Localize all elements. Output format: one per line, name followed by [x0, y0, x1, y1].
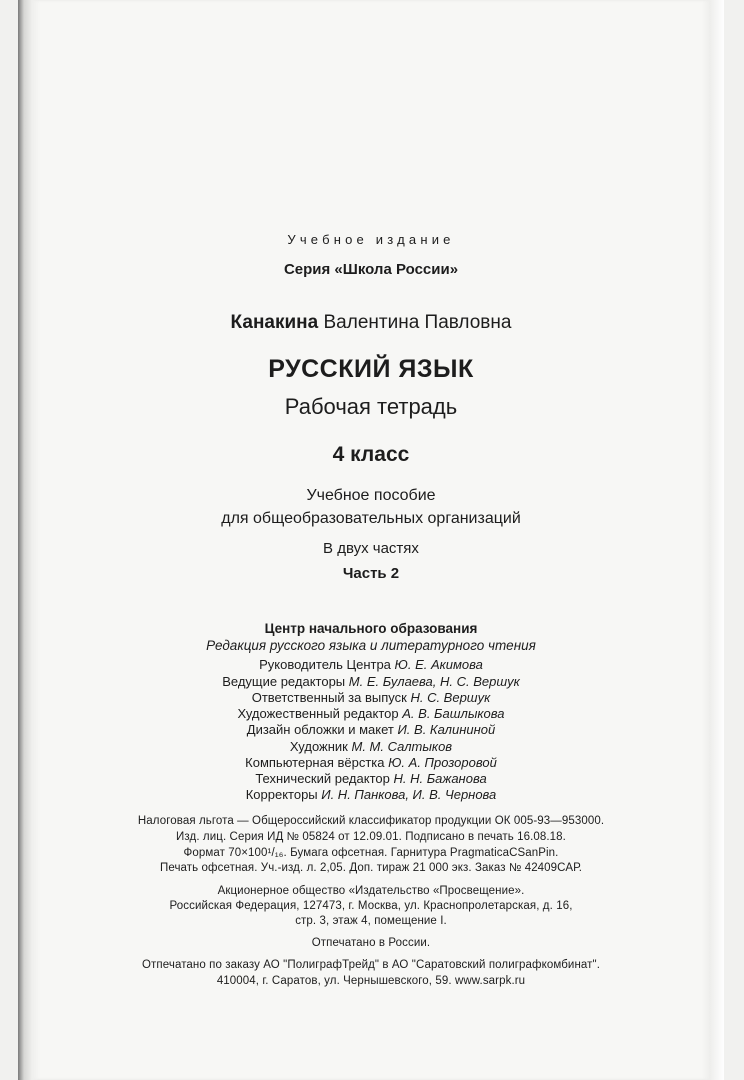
staff-line: [18, 755, 724, 770]
staff-role: Руководитель Центра: [259, 657, 391, 672]
author-name: Валентина Павловна: [323, 312, 512, 333]
staff-role: Ведущие редакторы: [222, 674, 346, 689]
staff-role: Художник: [289, 739, 348, 754]
publisher-line: Российская Федерация, 127473, г. Москва, ул. Краснопролетарская, д. 16,: [169, 900, 573, 912]
editorial-office: Редакция русского языка и литературного чтения: [206, 638, 536, 653]
staff-role: Компьютерная вёрстка: [245, 755, 385, 770]
staff-line: [18, 739, 724, 754]
title-page-content: [18, 0, 724, 1080]
staff-names: Ю. А. Прозоровой: [388, 755, 497, 770]
staff-names: И. Н. Панкова, И. В. Чернова: [321, 787, 497, 802]
imprint-line: Налоговая льгота — Общероссийский классификатор продукции ОК 005-93—953000.: [137, 815, 605, 827]
staff-role: Художественный редактор: [237, 706, 399, 721]
printer-line: Отпечатано по заказу АО "ПолиграфТрейд" в АО "Саратовский полиграфкомбинат".: [142, 959, 600, 971]
purpose-line-2: для общеобразовательных организаций: [221, 510, 521, 527]
staff-line: [18, 657, 724, 672]
staff-role: Ответственный за выпуск: [251, 690, 407, 705]
author-surname: Канакина: [230, 312, 319, 333]
staff-names: А. В. Башлыкова: [402, 706, 505, 721]
publisher-line: Акционерное общество «Издательство «Просвещение».: [217, 885, 525, 897]
staff-names: Ю. Е. Акимова: [394, 657, 483, 672]
staff-names: Н. Н. Бажанова: [393, 771, 487, 786]
staff-line: [18, 722, 724, 737]
staff-role: Корректоры: [245, 787, 318, 802]
author: [18, 312, 724, 334]
center-name: Центр начального образования: [264, 621, 478, 636]
staff-line: [18, 706, 724, 721]
book-subtitle: Рабочая тетрадь: [284, 394, 458, 419]
staff-line: [18, 690, 724, 705]
staff-line: [18, 674, 724, 689]
purpose-line-1: Учебное пособие: [306, 487, 436, 504]
printed-in: Отпечатано в России.: [311, 937, 431, 949]
printer-line: 410004, г. Саратов, ул. Чернышевского, 59. www.sarpk.ru: [216, 975, 526, 987]
edition-label: Учебное издание: [287, 232, 455, 247]
staff-line: [18, 787, 724, 802]
series-name: Серия «Школа России»: [283, 261, 459, 278]
staff-role: Технический редактор: [255, 771, 390, 786]
staff-names: М. М. Салтыков: [351, 739, 453, 754]
staff-names: Н. С. Вершук: [410, 690, 491, 705]
publisher-line: стр. 3, этаж 4, помещение I.: [295, 915, 447, 927]
imprint-line: Формат 70×100¹/₁₆. Бумага офсетная. Гарнитура PragmaticaCSanPin.: [183, 847, 559, 859]
imprint-line: Печать офсетная. Уч.-изд. л. 2,05. Доп. тираж 21 000 экз. Заказ № 42409САР.: [159, 862, 582, 874]
staff-role: Дизайн обложки и макет: [246, 722, 394, 737]
imprint-line: Изд. лиц. Серия ИД № 05824 от 12.09.01. Подписано в печать 16.08.18.: [176, 831, 566, 843]
part-number: Часть 2: [342, 565, 400, 582]
staff-names: И. В. Калининой: [397, 722, 496, 737]
staff-line: [18, 771, 724, 786]
book-title: РУССКИЙ ЯЗЫК: [268, 355, 474, 383]
staff-names: М. Е. Булаева, Н. С. Вершук: [348, 674, 520, 689]
parts-count: В двух частях: [323, 540, 419, 557]
grade: 4 класс: [332, 443, 410, 466]
